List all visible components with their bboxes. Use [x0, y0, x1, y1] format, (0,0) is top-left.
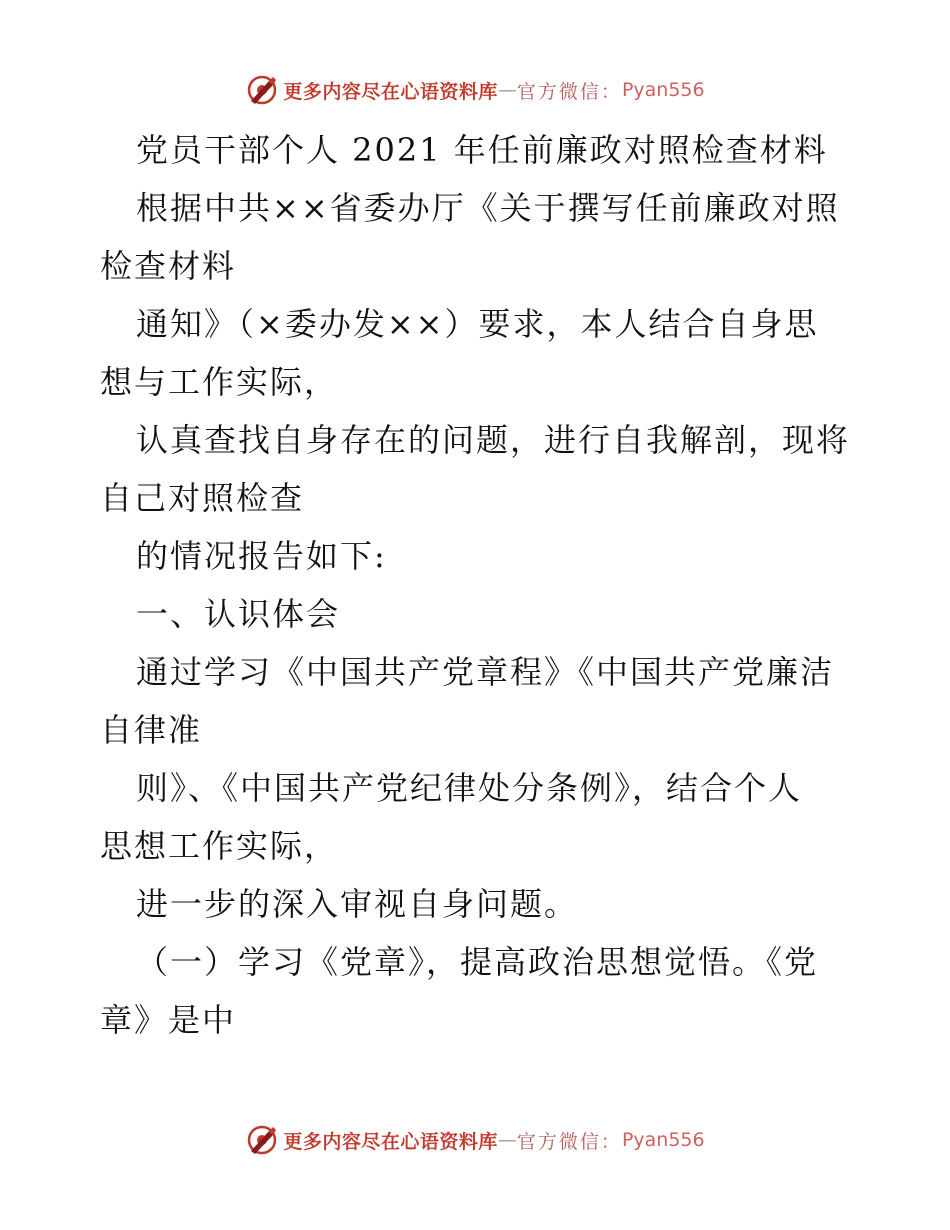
watermark-label: 官方微信： — [516, 80, 622, 103]
pen-logo-icon — [245, 1123, 279, 1157]
watermark-main-text: 更多内容尽在心语资料库 — [283, 80, 498, 103]
paragraph-line: 通过学习《中国共产党章程》《中国共产党廉洁 — [136, 653, 835, 691]
paragraph-line: 则》、《中国共产党纪律处分条例》，结合个人 — [136, 769, 803, 807]
header-watermark — [0, 70, 950, 110]
watermark-label: 官方微信： — [516, 1130, 622, 1153]
paragraph-line: （一）学习《党章》，提高政治思想觉悟。《党 — [136, 943, 819, 981]
paragraph-line: 章》是中 — [100, 1001, 237, 1039]
section-heading: 一、认识体会 — [136, 595, 341, 633]
paragraph-line: 自己对照检查 — [100, 479, 305, 517]
paragraph-line: 进一步的深入审视自身问题。 — [136, 885, 579, 923]
document-title: 党员干部个人 2021 年任前廉政对照检查材料 — [136, 131, 828, 169]
paragraph-line: 想与工作实际， — [100, 363, 339, 401]
paragraph-line: 自律准 — [100, 711, 203, 749]
paragraph-line: 通知》（×委办发××）要求，本人结合自身思 — [136, 305, 819, 343]
pen-logo-icon — [245, 73, 279, 107]
paragraph-line: 检查材料 — [100, 247, 237, 285]
paragraph-line: 认真查找自身存在的问题，进行自我解剖，现将 — [136, 421, 850, 459]
document-body — [100, 121, 850, 1049]
watermark-main-text: 更多内容尽在心语资料库 — [283, 1130, 498, 1153]
watermark-id: Pyan556 — [621, 79, 705, 101]
watermark-id: Pyan556 — [621, 1129, 705, 1151]
paragraph-line: 思想工作实际， — [100, 827, 339, 865]
paragraph-line: 的情况报告如下: — [136, 537, 387, 575]
watermark-separator: — — [497, 79, 517, 101]
watermark-separator: — — [497, 1129, 517, 1151]
footer-watermark — [0, 1120, 950, 1160]
paragraph-line: 根据中共××省委办厅《关于撰写任前廉政对照 — [136, 189, 840, 227]
